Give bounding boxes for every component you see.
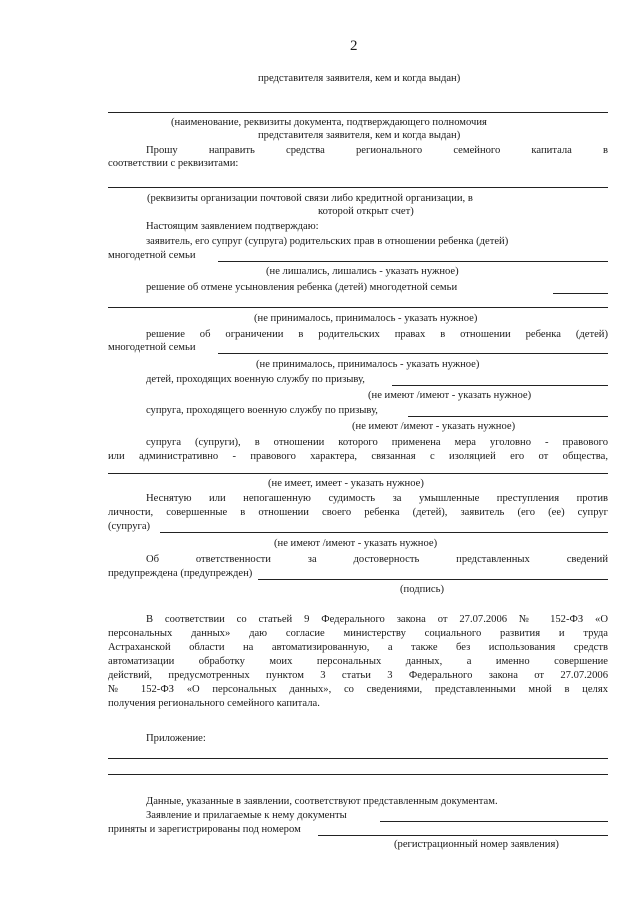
- adoption-cancel-line[interactable]: [108, 307, 608, 308]
- attachment-line-2[interactable]: [108, 774, 608, 775]
- attachment-label: Приложение:: [146, 733, 206, 744]
- spouse-measure-line[interactable]: [108, 473, 608, 474]
- parental-rights-line[interactable]: [218, 261, 608, 262]
- children-military-line[interactable]: [392, 385, 608, 386]
- conviction-line[interactable]: [160, 532, 608, 533]
- doc-requisites-hint-2: представителя заявителя, кем и когда выдан): [258, 130, 461, 141]
- registration-number-hint: (регистрационный номер заявления): [394, 839, 559, 850]
- registration-line-2: приняты и зарегистрированы под номером: [108, 824, 301, 835]
- postal-hint-1: (реквизиты организации почтовой связи либо кредитной организации, в: [147, 193, 473, 204]
- confirm-conviction-2: личности, совершенные в отношении своего ребенка (детей), заявитель (его (ее) супруг: [108, 507, 608, 518]
- consent-line-3: Астраханской области на автоматизированную, а также без использования средств: [108, 642, 608, 653]
- adoption-cancel-line-short[interactable]: [553, 293, 608, 294]
- confirm-restriction-1: решение об ограничении в родительских правах в отношении ребенка (детей): [146, 329, 608, 340]
- consent-line-4: автоматизации обработку моих персональных данных, а именно совершение: [108, 656, 608, 667]
- hint-restriction: (не принималось, принималось - указать нужное): [256, 359, 480, 370]
- confirm-intro: Настоящим заявлением подтверждаю:: [146, 221, 319, 232]
- responsibility-line-1: Об ответственности за достоверность представленных сведений: [146, 554, 608, 565]
- consent-line-5: действий, предусмотренных пунктом 3 статьи 3 Федерального закона от 27.07.2006: [108, 670, 608, 681]
- hint-children-military: (не имеют /имеют - указать нужное): [368, 390, 532, 401]
- doc-line[interactable]: [108, 112, 608, 113]
- hint-conviction: (не имеют /имеют - указать нужное): [274, 538, 438, 549]
- consent-line-6: № 152-ФЗ «О персональных данных», со сведениями, представленными мной в целях: [108, 684, 608, 695]
- page-number: 2: [350, 38, 358, 54]
- signature-hint: (подпись): [400, 584, 444, 595]
- registration-line-1: Заявление и прилагаемые к нему документы: [146, 810, 347, 821]
- confirm-parental-rights-2: многодетной семьи: [108, 250, 196, 261]
- confirm-restriction-2: многодетной семьи: [108, 342, 196, 353]
- consent-line-1: В соответствии со статьей 9 Федерального закона от 27.07.2006 № 152-ФЗ «О: [146, 614, 608, 625]
- postal-hint-2: которой открыт счет): [318, 206, 414, 217]
- restriction-line[interactable]: [218, 353, 608, 354]
- consent-line-7: получения регионального семейного капитала.: [108, 698, 320, 709]
- confirm-spouse-measure-2: или административно - правового характера, связанная с изоляцией его от общества,: [108, 451, 608, 462]
- responsibility-line-2: предупреждена (предупрежден): [108, 568, 253, 579]
- data-match-statement: Данные, указанные в заявлении, соответствуют представленным документам.: [146, 796, 498, 807]
- request-line-1: Прошу направить средства регионального семейного капитала в: [146, 145, 608, 156]
- hint-adoption-cancel: (не принималось, принималось - указать нужное): [254, 313, 478, 324]
- requisites-line[interactable]: [108, 187, 608, 188]
- request-line-2: соответствии с реквизитами:: [108, 158, 239, 169]
- signature-line[interactable]: [258, 579, 608, 580]
- registration-number-line[interactable]: [318, 835, 608, 836]
- confirm-spouse-measure-1: супруга (супруги), в отношении которого применена мера уголовно - правового: [146, 437, 608, 448]
- confirm-conviction-3: (супруга): [108, 521, 151, 532]
- confirm-children-military: детей, проходящих военную службу по призыву,: [146, 374, 365, 385]
- doc-requisites-hint-1: (наименование, реквизиты документа, подтверждающего полномочия: [171, 117, 487, 128]
- consent-line-2: персональных данных» даю согласие министерству социального развития и труда: [108, 628, 608, 639]
- rep-doc-issued-text: представителя заявителя, кем и когда выдан): [258, 73, 461, 84]
- confirm-parental-rights-1: заявитель, его супруг (супруга) родительских прав в отношении ребенка (детей): [146, 236, 509, 247]
- registration-docs-line[interactable]: [380, 821, 608, 822]
- spouse-military-line[interactable]: [408, 416, 608, 417]
- attachment-line-1[interactable]: [108, 758, 608, 759]
- confirm-adoption-cancel: решение об отмене усыновления ребенка (детей) многодетной семьи: [146, 282, 458, 293]
- confirm-conviction-1: Неснятую или непогашенную судимость за умышленные преступления против: [146, 493, 608, 504]
- hint-spouse-military: (не имеют /имеют - указать нужное): [352, 421, 516, 432]
- hint-parental-rights: (не лишались, лишались - указать нужное): [266, 266, 459, 277]
- confirm-spouse-military: супруга, проходящего военную службу по призыву,: [146, 405, 378, 416]
- hint-spouse-measure: (не имеет, имеет - указать нужное): [268, 478, 424, 489]
